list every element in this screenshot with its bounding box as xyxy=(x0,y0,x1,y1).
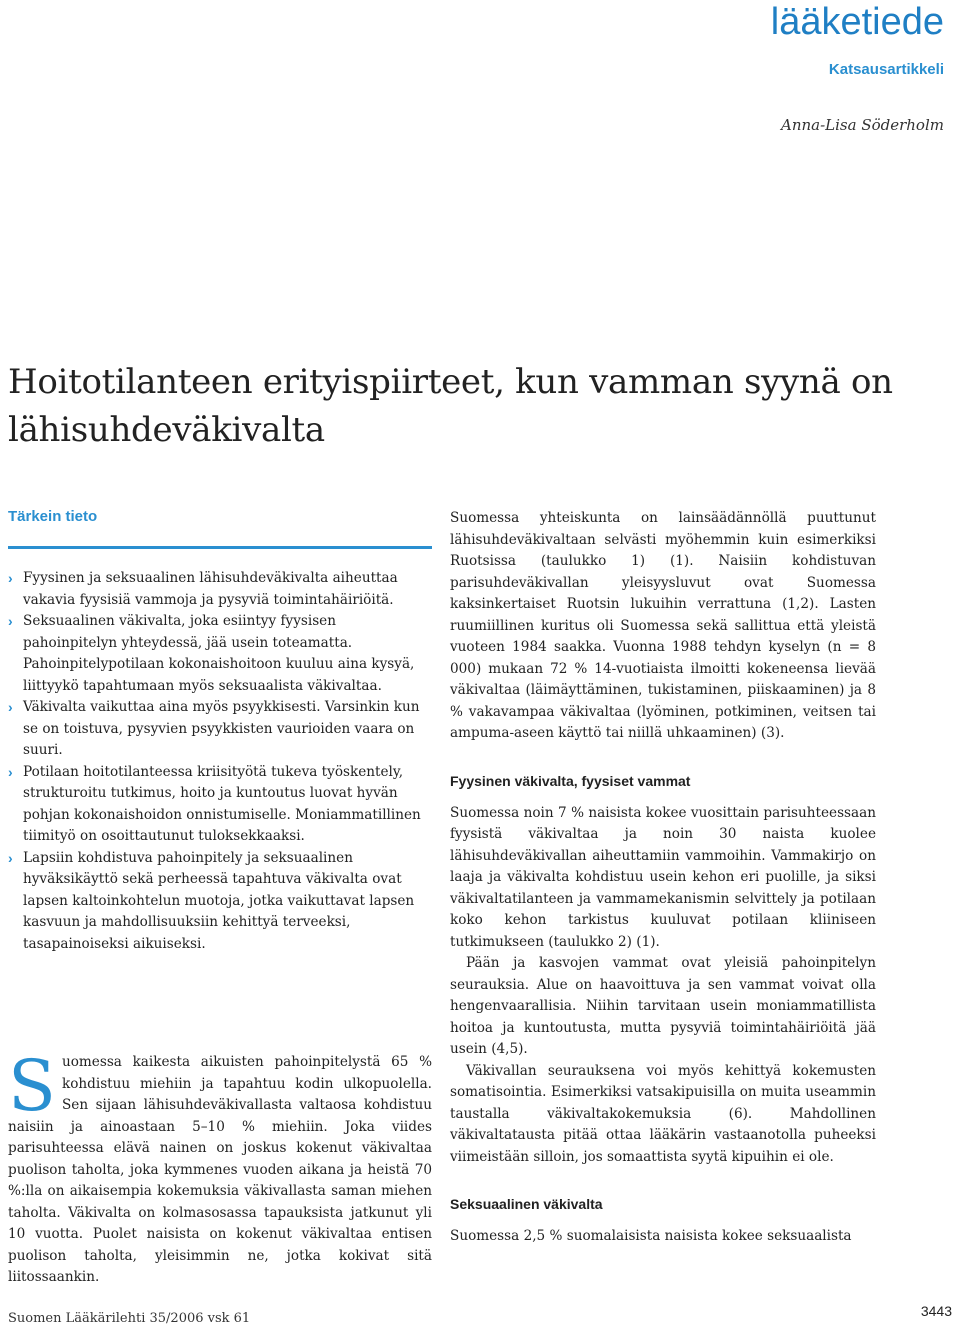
section-heading: Seksuaalinen väkivalta xyxy=(450,1196,603,1212)
key-facts-heading: Tärkein tieto xyxy=(8,508,98,525)
chevron-right-icon: › xyxy=(8,849,13,866)
article-title: Hoitotilanteen erityispiirteet, kun vamman syynä on lähisuhdeväkivalta xyxy=(8,362,893,450)
lead-paragraph xyxy=(8,1045,432,1289)
body-paragraph: Suomessa noin 7 % naisista kokee vuosittain parisuhteessaan fyysistä väkivaltaa ja noin 30 naista kuolee lähisuhdeväkivallan aiheuttamiin vammoihin. Vammakirjo on laaja ja väkivalta kohdistuu usein kehon eri puolille, ja siksi väkivaltatilanteen ja vammamekanismin selvittely ja potilaan koko kehon tarkistus kuuluvat potilaan kliiniseen tutkimukseen (taulukko 2) (1). xyxy=(450,804,876,950)
key-fact-text: Lapsiin kohdistuva pahoinpitely ja seksuaalinen hyväksikäyttö sekä perheessä tapahtuva väkivalta ovat lapsen kaltoinkohtelun muotoja, jotka vaikuttavat lapsen kasvuun ja mahdollisuuksiin kehittyä terveeksi, tasapainoiseksi aikuiseksi. xyxy=(23,849,415,952)
chevron-right-icon: › xyxy=(8,613,13,629)
key-fact-text: Fyysinen ja seksuaalinen lähisuhdeväkivalta aiheuttaa vakavia fyysisiä vammoja ja pysyviä toimintahäiriöitä. xyxy=(23,570,398,608)
key-fact-item xyxy=(8,848,434,956)
key-fact-item xyxy=(8,697,434,762)
body-paragraph: Pään ja kasvojen vammat ovat yleisiä pahoinpitelyn seurauksia. Alue on haavoittuva ja sen vammat voivat olla hengenvaarallisia. Niihin tarvitaan usein moniammatillista hoitoa ja kuntoutusta, mutta pysyviä toimintahäiriöitä jää usein (4,5). xyxy=(450,955,876,1057)
chevron-right-icon: › xyxy=(8,763,13,780)
key-fact-text: Seksuaalinen väkivalta, joka esiintyy fyysisen pahoinpitelyn yhteydessä, jää usein toteamatta. Pahoinpitelypotilaan kokonaishoitoon kuuluu aina kysyä, liittyykö tapahtumaan myös seksuaalista väkivaltaa. xyxy=(23,613,415,694)
key-fact-item xyxy=(8,611,434,697)
intro-paragraph: Suomessa yhteiskunta on lainsäädännöllä puuttunut lähisuhdeväkivaltaan selvästi myöhemmin kuin esimerkiksi Ruotsissa (taulukko 1) (1). Naisiin kohdistuvan parisuhdeväkivallan yleisyysluvut ovat Suomessa kaksinkertaiset Ruotsin lukuihin verrattuna (1,2). Lasten ruumiillinen kuritus oli Suomessa sekä sallittua että yleistä vuoteen 1984 saakka. Vuonna 1988 tehdyn kyselyn (n = 8 000) mukaan 72 % 14-vuotiaista ilmoitti kokeneensa lievää väkivaltaa (läimäyttäminen, tukistaminen, piiskaaminen) ja 8 % vakavampaa väkivaltaa (lyöminen, potkiminen, veitsen tai ampuma-aseen käyttö tai niillä uhkaaminen) (3). xyxy=(450,510,876,741)
section-heading: Fyysinen väkivalta, fyysiset vammat xyxy=(450,772,691,789)
lead-text: uomessa kaikesta aikuisten pahoinpitelystä 65 % kohdistuu miehiin ja tapahtuu kodin ulkopuolella. Sen sijaan lähisuhdeväkivallasta valtaosa kohdistuu naisiin ja ainoastaan 5–10 % miehiin. Joka viides parisuhteessa elävä nainen on joskus kokenut väkivaltaa puolison taholta, joka kymmenes vuoden aikana ja heistä 70 %:lla on aikaisempia kokemuksia väkivallasta saman miehen taholta. Väkivalta on kolmasosassa tapauksista jatkunut yli 10 vuotta. Puolet naisista on kokenut väkivaltaa entisen puolison taholta, yleisimmin ne, jotka kokivat sitä liitossaankin. xyxy=(8,1054,432,1285)
drop-cap: S xyxy=(8,1045,56,1127)
body-paragraph: Väkivallan seurauksena voi myös kehittyä kokemusten somatisointia. Esimerkiksi vatsakipuisilla on muita useammin taustalla väkivaltakokemuksia (6). Mahdollinen väkivaltatausta pitää ottaa lääkärin vastaanotolla puheeksi viimeistään silloin, jos somaattista syytä kipuihin ei ole. xyxy=(450,1062,876,1165)
key-fact-item xyxy=(8,568,434,611)
body-paragraph: Suomessa 2,5 % suomalaisista naisista kokee seksuaalista xyxy=(450,1228,852,1244)
chevron-right-icon: › xyxy=(8,699,13,715)
article-type: Katsausartikkeli xyxy=(828,61,944,78)
author: Anna-Lisa Söderholm xyxy=(780,116,944,134)
chevron-right-icon: › xyxy=(8,570,13,586)
section-label: lääketiede xyxy=(770,1,944,43)
key-fact-item xyxy=(8,762,434,848)
key-facts-list xyxy=(8,568,434,955)
journal-footer: Suomen Lääkärilehti 35/2006 vsk 61 xyxy=(8,1311,251,1326)
key-facts-rule xyxy=(8,546,432,549)
key-fact-text: Potilaan hoitotilanteessa kriisityötä tukeva työskentely, strukturoitu tutkimus, hoito ja kuntoutus luovat hyvän pohjan kokonaishoidon onnistumiselle. Moniammatillinen tiimityö on osoittautunut tuloksekkaaksi. xyxy=(23,763,421,844)
page-number: 3443 xyxy=(920,1303,952,1319)
key-fact-text: Väkivalta vaikuttaa aina myös psyykkisesti. Varsinkin kun se on toistuva, pysyvien psyykkisten vaurioiden vaara on suuri. xyxy=(23,699,420,758)
right-column xyxy=(450,508,876,1248)
